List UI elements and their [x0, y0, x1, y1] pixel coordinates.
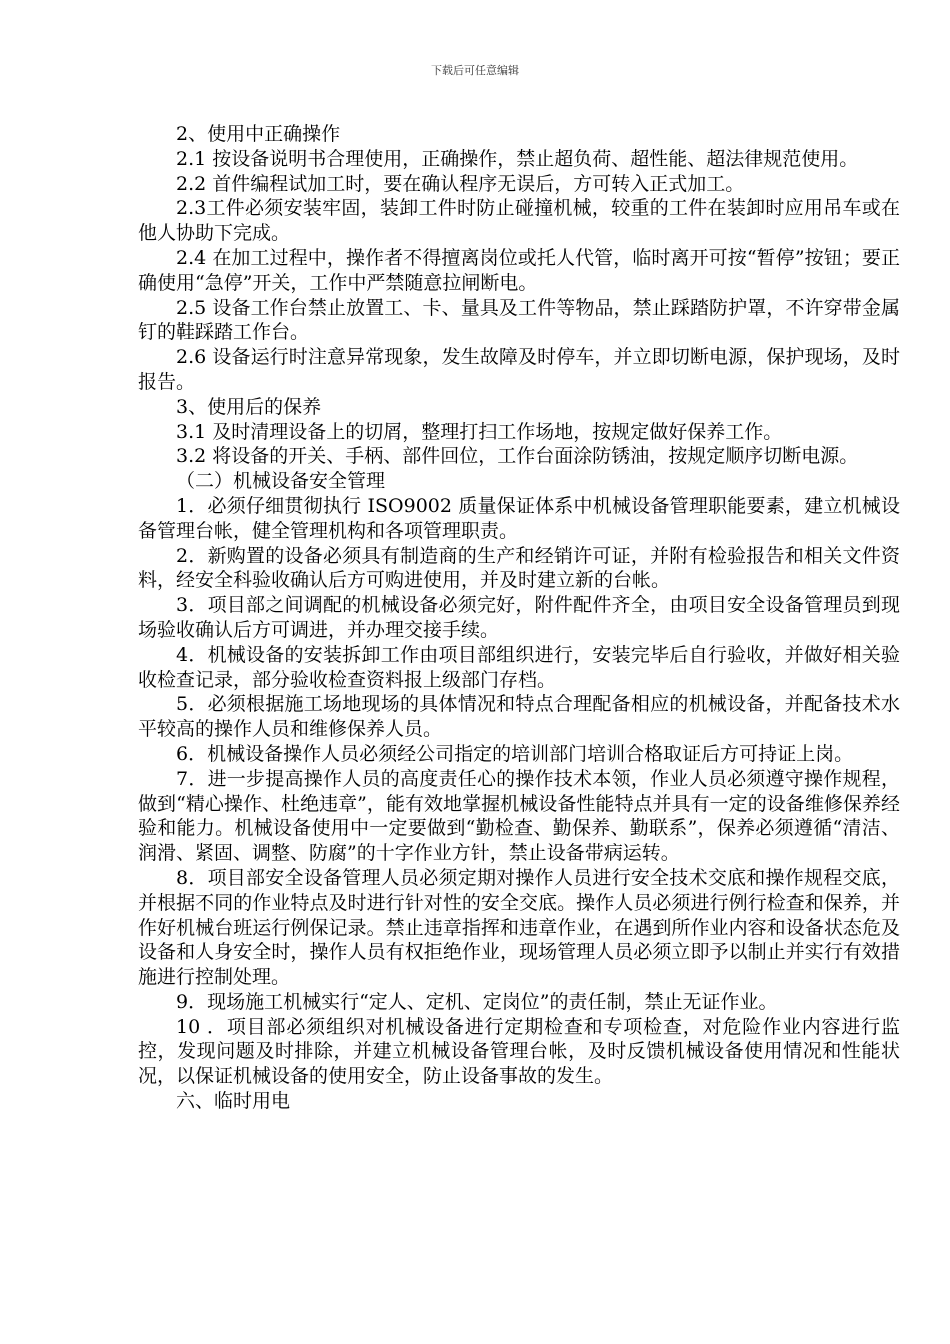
paragraph: 10 ．项目部必须组织对机械设备进行定期检查和专项检查，对危险作业内容进行监控，发现问题及时排除，并建立机械设备管理台帐，及时反馈机械设备使用情况和性能状况，以保证机械设备的使用安全，防止设备事故的发生。: [138, 1015, 900, 1088]
section-heading-usage: 2、使用中正确操作: [176, 123, 341, 145]
paragraph: 2.6 设备运行时注意异常现象，发生故障及时停车，并立即切断电源，保护现场，及时报告。: [138, 346, 900, 393]
paragraph: 2.4 在加工过程中，操作者不得擅离岗位或托人代管，临时离开可按“暂停”按钮；要正确使用“急停”开关，工作中严禁随意拉闸断电。: [138, 246, 900, 294]
paragraph: 7．进一步提高操作人员的高度责任心的操作技术本领，作业人员必须遵守操作规程，做到“精心操作、杜绝违章”，能有效地掌握机械设备性能特点并具有一定的设备维修保养经验和能力。机械设备使用中一定要做到“勤检查、勤保养、勤联系”，保养必须遵循“清洁、润滑、紧固、调整、防腐”的十字作业方针，禁止设备带病运转。: [138, 767, 900, 865]
section-heading-maintenance: 3、使用后的保养: [176, 395, 322, 418]
paragraph: 1．必须仔细贯彻执行 ISO9002 质量保证体系中机械设备管理职能要素，建立机械设备管理台帐，健全管理机构和各项管理职责。: [138, 494, 900, 542]
section-heading-temporary-power: 六、临时用电: [176, 1090, 291, 1113]
paragraph: 2．新购置的设备必须具有制造商的生产和经销许可证，并附有检验报告和相关文件资料，经安全科验收确认后方可购进使用，并及时建立新的台帐。: [138, 544, 900, 592]
section-heading-safety-management: （二）机械设备安全管理: [176, 470, 386, 493]
document-body: [138, 122, 900, 1114]
paragraph: 4．机械设备的安装拆卸工作由项目部组织进行，安装完毕后自行验收，并做好相关验收检查记录，部分验收检查资料报上级部门存档。: [138, 643, 900, 691]
paragraph: 9．现场施工机械实行“定人、定机、定岗位”的责任制，禁止无证作业。: [176, 990, 778, 1013]
paragraph: 2.2 首件编程试加工时，要在确认程序无误后，方可转入正式加工。: [176, 172, 745, 195]
paragraph: 8．项目部安全设备管理人员必须定期对操作人员进行安全技术交底和操作规程交底，并根据不同的作业特点及时进行针对性的安全交底。操作人员必须进行例行检查和保养，并作好机械台班运行例保记录。禁止违章指挥和违章作业，在遇到所作业内容和设备状态危及设备和人身安全时，操作人员有权拒绝作业，现场管理人员必须立即予以制止并实行有效措施进行控制处理。: [138, 866, 900, 989]
paragraph: 3.1 及时清理设备上的切屑，整理打扫工作场地，按规定做好保养工作。: [176, 420, 783, 443]
paragraph: 2.5 设备工作台禁止放置工、卡、量具及工件等物品，禁止踩踏防护罩，不许穿带金属钉的鞋踩踏工作台。: [138, 296, 900, 344]
paragraph: 6．机械设备操作人员必须经公司指定的培训部门培训合格取证后方可持证上岗。: [176, 742, 854, 765]
paragraph: 3.2 将设备的开关、手柄、部件回位，工作台面涂防锈油，按规定顺序切断电源。: [176, 445, 859, 468]
paragraph: 5．必须根据施工场地现场的具体情况和特点合理配备相应的机械设备，并配备技术水平较高的操作人员和维修保养人员。: [138, 693, 900, 741]
paragraph: 3．项目部之间调配的机械设备必须完好，附件配件齐全，由项目安全设备管理员到现场验收确认后方可调进，并办理交接手续。: [138, 594, 900, 641]
paragraph: 2.1 按设备说明书合理使用，正确操作，禁止超负荷、超性能、超法律规范使用。: [176, 147, 859, 170]
page-header-note: 下载后可任意编辑: [431, 64, 519, 77]
paragraph: 2.3工件必须安装牢固，装卸工件时防止碰撞机械，较重的工件在装卸时应用吊车或在他人协助下完成。: [138, 197, 900, 245]
